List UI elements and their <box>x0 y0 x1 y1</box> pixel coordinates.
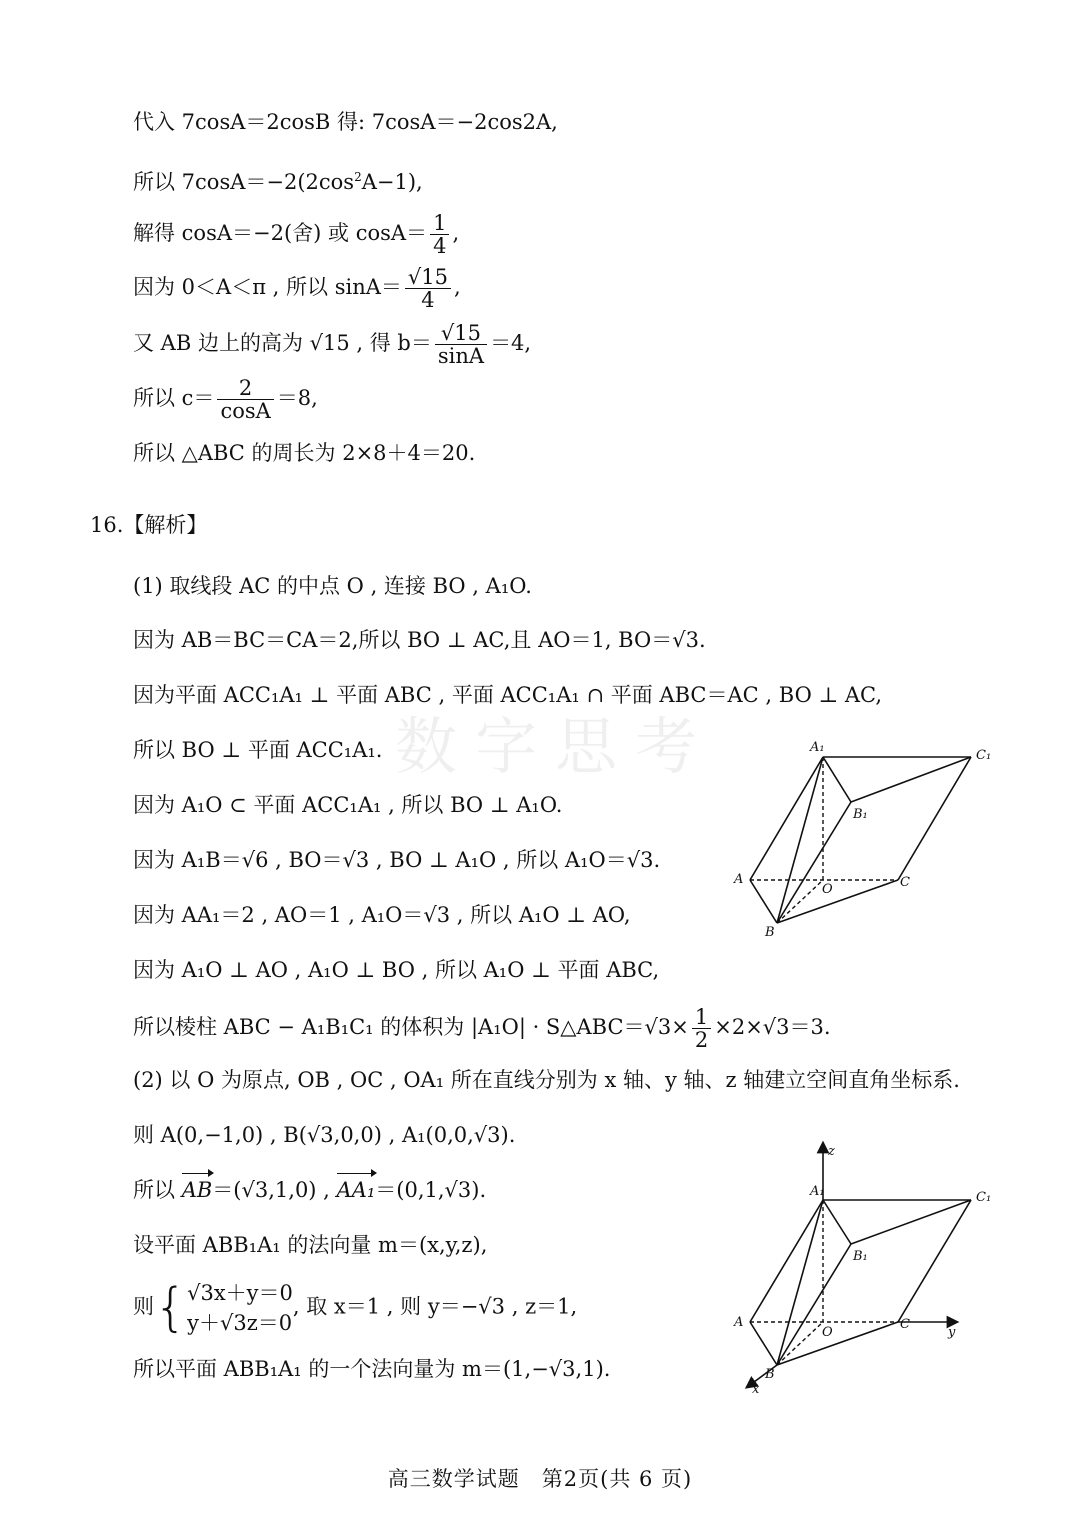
text-line: 所以 BO ⊥ 平面 ACC₁A₁. <box>133 738 383 762</box>
text-line: 则 A(0,−1,0) , B(√3,0,0) , A₁(0,0,√3). <box>133 1123 516 1147</box>
text-line: 因为平面 ACC₁A₁ ⊥ 平面 ABC , 平面 ACC₁A₁ ∩ 平面 ABC＝AC , BO ⊥ AC, <box>133 683 883 707</box>
fraction: $\frac{√15}{4}$ <box>405 266 451 311</box>
watermark: 数字思考 <box>395 710 716 783</box>
fraction: $\frac{√15}{\sin A}$ <box>435 322 487 367</box>
text-line: 因为 A₁O ⊂ 平面 ACC₁A₁ , 所以 BO ⊥ A₁O. <box>133 793 563 817</box>
point-label: C₁ <box>976 1190 992 1205</box>
text-line: 所以 AB＝(√3,1,0) , AA₁＝(0,1,√3). <box>133 1178 487 1202</box>
point-label: B₁ <box>853 1249 868 1264</box>
point-label: C <box>900 875 910 890</box>
axis-label: y <box>948 1325 956 1340</box>
prism-figure-2 <box>728 1135 998 1395</box>
page-footer: 高三数学试题 第2页(共 6 页) <box>387 1467 693 1491</box>
text-line: 解得 cosA＝−2(舍) 或 cosA＝ $\frac{1}{4}$ , <box>133 211 460 258</box>
point-label: B₁ <box>853 807 868 822</box>
question-heading: 16.【解析】 <box>90 513 208 537</box>
text-line: (1) 取线段 AC 的中点 O , 连接 BO , A₁O. <box>133 574 532 598</box>
text-line: 因为 0＜A＜π , 所以 sinA＝ $\frac{√15}{4}$ , <box>133 265 461 312</box>
point-label: A₁ <box>810 1184 825 1199</box>
axis-label: z <box>828 1144 835 1159</box>
vector-ab: AB <box>181 1178 213 1202</box>
text-line: 因为 A₁O ⊥ AO , A₁O ⊥ BO , 所以 A₁O ⊥ 平面 ABC, <box>133 958 660 982</box>
fraction: $\frac{1}{4}$ <box>430 212 449 257</box>
text-line: 所以平面 ABB₁A₁ 的一个法向量为 m＝(1,−√3,1). <box>133 1357 611 1381</box>
fraction: $\frac{2}{\cos A}$ <box>217 377 273 422</box>
fraction: $\frac{1}{2}$ <box>692 1006 711 1051</box>
point-label: A₁ <box>810 740 825 755</box>
text-line: 则{ √3x＋y＝0 y＋√3z＝0 , 取 x＝1 , 则 y＝−√3 , z＝1, <box>133 1278 578 1338</box>
point-label: O <box>822 1325 833 1340</box>
point-label: C₁ <box>976 748 992 763</box>
point-label: B <box>765 925 775 940</box>
point-label: A <box>734 1315 744 1330</box>
text-line: 所以棱柱 ABC − A₁B₁C₁ 的体积为 |A₁O| · S△ABC＝√3× $\frac{1}{2}$ ×2×√3＝3. <box>133 1005 831 1052</box>
text-line: 所以 $7\cos A=-2(2\cos^2A-1)$, <box>133 170 423 194</box>
text-line: 又 AB 边上的高为 √15 , 得 b＝ $\frac{√15}{\sin A}$ ＝4, <box>133 321 532 368</box>
text-line: 因为 A₁B＝√6 , BO＝√3 , BO ⊥ A₁O , 所以 A₁O＝√3. <box>133 848 661 872</box>
text-line: (2) 以 O 为原点, OB , OC , OA₁ 所在直线分别为 x 轴、y 轴、z 轴建立空间直角坐标系. <box>133 1068 960 1092</box>
point-label: O <box>822 882 833 897</box>
prism-figure-1 <box>728 733 998 948</box>
axis-label: x <box>752 1382 760 1395</box>
equation-system: { √3x＋y＝0 y＋√3z＝0 <box>154 1278 293 1338</box>
text-line: 所以 c＝ $\frac{2}{\cos A}$ ＝8, <box>133 376 318 423</box>
text-line: 设平面 ABB₁A₁ 的法向量 m＝(x,y,z), <box>133 1233 488 1257</box>
text-line: 因为 AB＝BC＝CA＝2,所以 BO ⊥ AC,且 AO＝1, BO＝√3. <box>133 628 706 652</box>
text-line: 所以 △ABC 的周长为 2×8＋4＝20. <box>133 441 476 465</box>
text-line: 因为 AA₁＝2 , AO＝1 , A₁O＝√3 , 所以 A₁O ⊥ AO, <box>133 903 631 927</box>
point-label: C <box>900 1317 910 1332</box>
text-line: 代入 7cosA＝2cosB 得: 7cosA＝−2cos2A, <box>133 110 558 134</box>
point-label: A <box>734 872 744 887</box>
vector-aa1: AA₁ <box>336 1178 376 1202</box>
point-label: B <box>765 1367 775 1382</box>
